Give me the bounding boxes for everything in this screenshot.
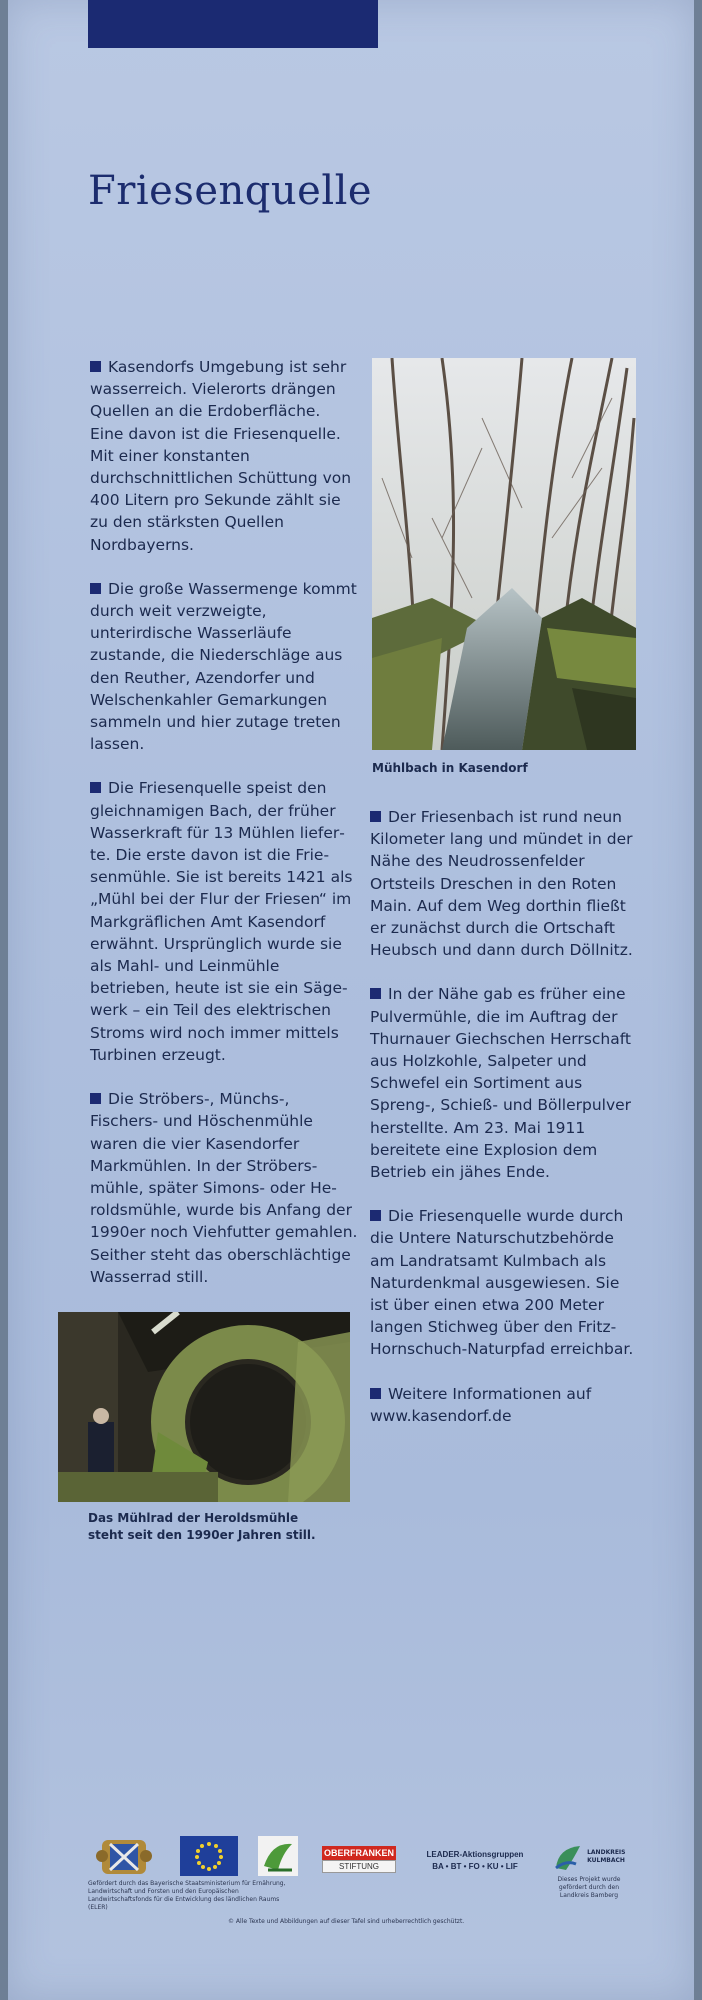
info-board bbox=[8, 0, 694, 2000]
paragraph-text: Der Friesenbach ist rund neun Kilometer lang und mündet in der Nähe des Neudrossenfelder Ortsteils Dreschen in den Roten Main. Auf dem Weg dorthin fließt er zunächst durch die Ortschaft Heubsch und dann durch Döllnitz. bbox=[370, 808, 633, 960]
bullet-square-icon bbox=[370, 988, 381, 999]
paragraph-text: Die Friesenquelle speist den gleichnamigen Bach, der früher Wasserkraft für 13 Mühlen lieferte. Die erste davon ist die Friesenmühle. Sie ist bereits 1421 als „Mühl bei der Flur der Friesen“ im Markgräflichen Amt Kasendorf erwähnt. Ursprünglich wurde sie als Mahl- und Leinmühle betrieben, heute ist sie ein Sägewerk – ein Teil des elektrischen Stroms wird noch immer mittels Turbinen erzeugt. bbox=[90, 779, 353, 1064]
landkreis-label bbox=[587, 1849, 625, 1865]
leader-regions: BA • BT • FO • KU • LIF bbox=[432, 1862, 518, 1871]
landkreis-line: KULMBACH bbox=[587, 1857, 625, 1864]
paragraph bbox=[90, 356, 358, 556]
paragraph-text: Weitere Informationen auf www.kasendorf.de bbox=[370, 1384, 592, 1425]
landkreis-line: LANDKREIS bbox=[587, 1849, 626, 1856]
oberfranken-label: OBERFRANKEN bbox=[323, 1848, 394, 1858]
bavaria-coat-of-arms-logo bbox=[94, 1836, 154, 1882]
paragraph bbox=[370, 806, 642, 961]
bullet-square-icon bbox=[370, 1388, 381, 1399]
eu-flag-logo bbox=[180, 1836, 238, 1880]
bullet-square-icon bbox=[90, 782, 101, 793]
paragraph bbox=[90, 578, 358, 756]
paragraph bbox=[90, 1088, 358, 1288]
mill-wheel-caption bbox=[88, 1510, 368, 1544]
bullet-square-icon bbox=[370, 811, 381, 822]
copyright-note: © Alle Texte und Abbildungen auf dieser Tafel sind urheberrechtlich geschützt. bbox=[228, 1918, 465, 1925]
stream-photo-caption: Mühlbach in Kasendorf bbox=[372, 761, 528, 775]
landkreis-kulmbach-logo bbox=[554, 1842, 634, 1900]
project-note: Dieses Projekt wurde gefördert durch den Landkreis Bamberg bbox=[557, 1876, 621, 1899]
funding-note: Gefördert durch das Bayerische Staatsministerium für Ernährung, Landwirtschaft und Forsten und den Europäischen Landwirtschaftsfonds für die Entwicklung des ländlichen Raums (ELER) bbox=[88, 1880, 286, 1911]
caption-line: Das Mühlrad der Heroldsmühle bbox=[88, 1511, 299, 1525]
left-text-column bbox=[90, 356, 358, 1310]
paragraph bbox=[370, 983, 642, 1183]
paragraph bbox=[370, 1205, 642, 1360]
landkreis-leaf-icon bbox=[554, 1842, 582, 1872]
leader-title: LEADER-Aktionsgruppen bbox=[426, 1850, 524, 1859]
paragraph bbox=[370, 1383, 642, 1427]
paragraph-text: Die Ströbers-, Münchs-, Fischers- und Höschenmühle waren die vier Kasendorfer Markmühlen. In der Ströbersmühle, später Simons- oder Heroldsmühle, wurde bis Anfang der 1990er noch Viehfutter gemahlen. Seither steht das oberschlächtige Wasserrad still. bbox=[90, 1090, 358, 1286]
leader-groups bbox=[420, 1850, 530, 1871]
caption-line: steht seit den 1990er Jahren still. bbox=[88, 1528, 316, 1542]
paragraph-text: In der Nähe gab es früher eine Pulvermühle, die im Auftrag der Thurnauer Giechschen Herrschaft aus Holzkohle, Salpeter und Schwefel ein Sortiment aus Spreng-, Schieß- und Böllerpulver herstellte. Am 23. Mai 1911 bereitete eine Explosion dem Betrieb ein jähes Ende. bbox=[370, 985, 632, 1182]
paragraph-text: Kasendorfs Umgebung ist sehr wasserreich. Vielerorts drängen Quellen an die Erdoberfläche. Eine davon ist die Friesenquelle. Mit einer konstanten durchschnittlichen Schüttung von 400 Litern pro Sekunde zählt sie zu den stärksten Quellen Nordbayerns. bbox=[90, 358, 352, 554]
page-title: Friesenquelle bbox=[88, 168, 373, 214]
bullet-square-icon bbox=[370, 1210, 381, 1221]
sponsor-logos bbox=[88, 1836, 648, 1916]
bullet-square-icon bbox=[90, 1093, 101, 1104]
bullet-square-icon bbox=[90, 361, 101, 372]
bullet-square-icon bbox=[90, 583, 101, 594]
right-text-column bbox=[370, 806, 642, 1449]
stream-photo bbox=[372, 358, 636, 750]
paragraph bbox=[90, 777, 358, 1066]
oberfranken-stiftung-logo bbox=[322, 1846, 396, 1873]
paragraph-text: Die große Wassermenge kommt durch weit verzweigte, unterirdische Wasserläufe zustande, die Niederschläge aus den Reuther, Azendorfer und Welschenkahler Gemarkungen sammeln und hier zutage treten lassen. bbox=[90, 579, 357, 754]
stiftung-label: STIFTUNG bbox=[322, 1860, 396, 1873]
mill-wheel-photo bbox=[58, 1312, 350, 1502]
header-bar bbox=[88, 0, 378, 48]
paragraph-text: Die Friesenquelle wurde durch die Untere Naturschutzbehörde am Landratsamt Kulmbach als Naturdenkmal ausgewiesen. Sie ist über einen etwa 200 Meter langen Stichweg über den Fritz-Hornschuch-Naturpfad erreichbar. bbox=[370, 1207, 634, 1359]
leader-logo bbox=[258, 1836, 298, 1880]
